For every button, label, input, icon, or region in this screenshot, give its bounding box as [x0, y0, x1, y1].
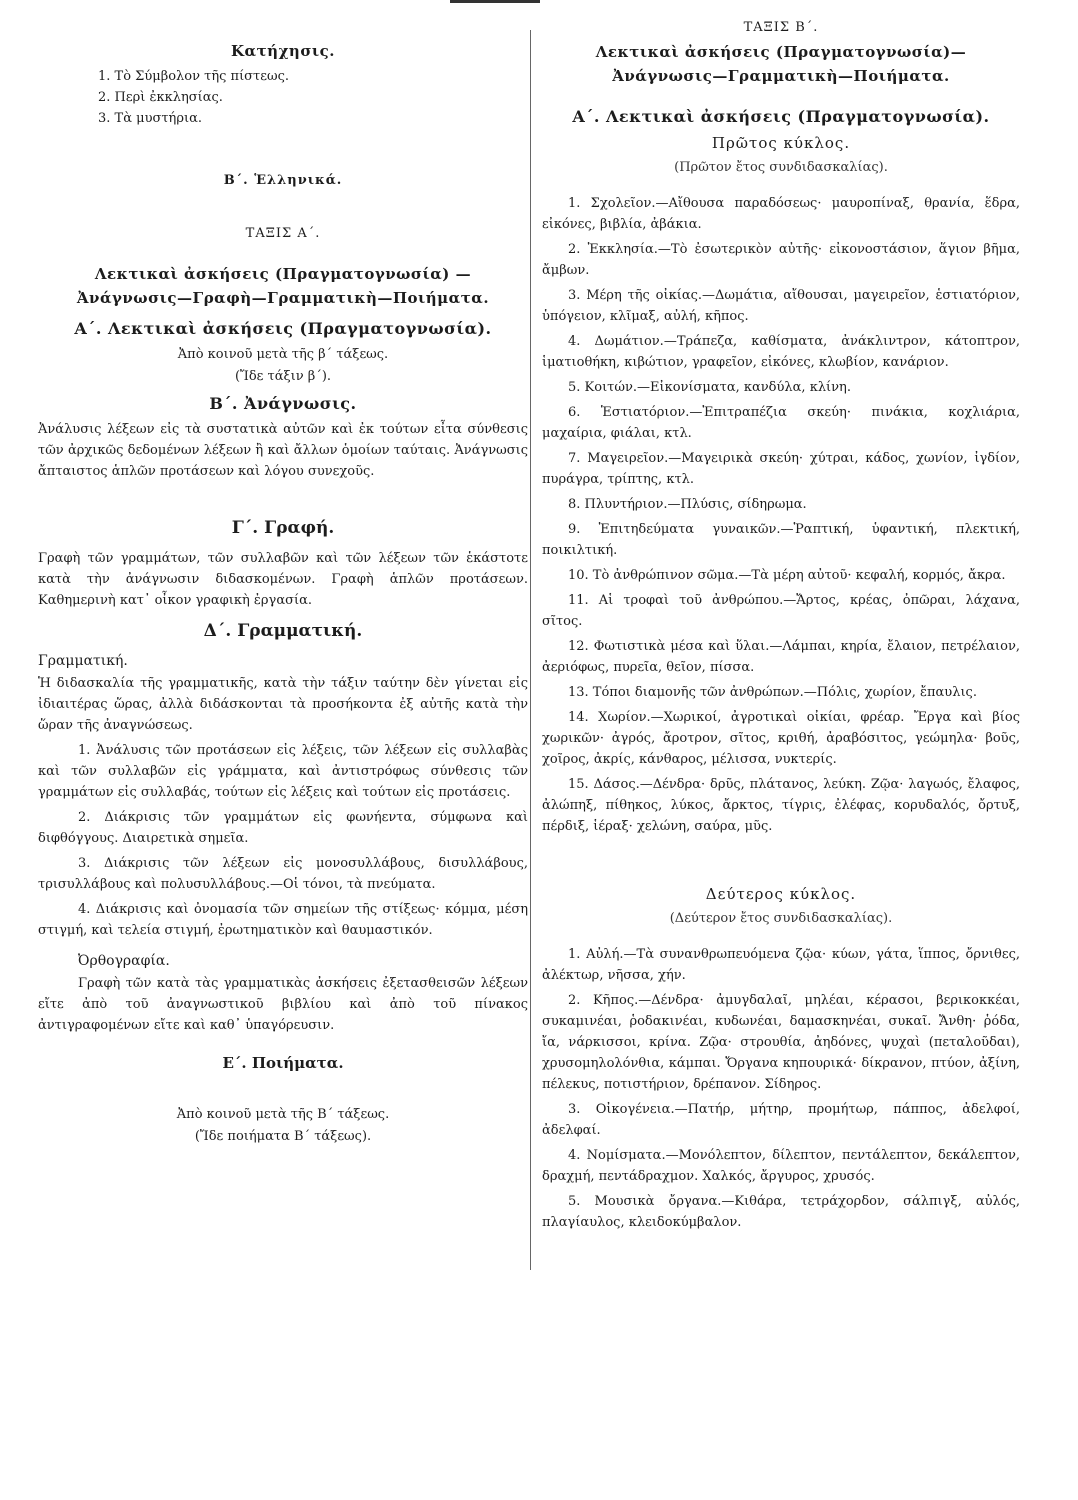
first-cycle-subheading: (Πρῶτον ἔτος συνδιδασκαλίας).: [674, 160, 888, 175]
first-cycle-item-15: 15. Δάσος.—Δένδρα· δρῦς, πλάτανος, λεύκη. Ζῷα· λαγωός, ἔλαφος, ἀλώπηξ, πίθηκος, λύκος, ἄρκτος, τίγρις, ἐλέφας, κορυδαλός, ὄρτυξ, πέρδιξ, ἱέραξ· χελώνη, σαύρα, μῦς.: [542, 777, 1020, 834]
second-cycle-item-2: 2. Κῆπος.—Δένδρα· ἀμυγδαλαῖ, μηλέαι, κέρασοι, βερικοκκέαι, συκαμινέαι, ῥοδακινέαι, κυδωνέαι, δαμασκηνέαι, συκαῖ. Ἄνθη· ῥόδα, ἴα, νάρκισσοι, κρίνα. Ζῷα· στρουθία, ἀηδόνες, ψυχαὶ (πεταλοῦδαι), χρυσομηλολόνθια, κάμπαι. Ὄργανα κηπουρικά· δίκρανον, πτύον, ἀξίνη, πέλεκυς, ποτιστήριον, δρέπανον. Σίδηρος.: [542, 993, 1020, 1092]
class-b-heading: ΤΑΞΙΣ Β΄.: [743, 20, 819, 35]
first-cycle-item-9: 9. Ἐπιτηδεύματα γυναικῶν.—Ῥαπτική, ὑφαντική, πλεκτική, ποικιλτική.: [542, 522, 1020, 558]
grammar-item-4: 4. Διάκρισις καὶ ὀνομασία τῶν σημείων τῆς στίξεως· κόμμα, μέση στιγμή, καὶ τελεία στιγμή, ἐρωτηματικὸν καὶ θαυμαστικόν.: [38, 902, 528, 938]
first-cycle-item-2: 2. Ἐκκλησία.—Τὸ ἐσωτερικὸν αὐτῆς· εἰκονοστάσιον, ἅγιον βῆμα, ἄμβων.: [542, 242, 1020, 278]
greek-heading: Β΄. Ἑλληνικά.: [223, 173, 343, 188]
top-rule: [450, 0, 540, 3]
poems-note-1: Ἀπὸ κοινοῦ μετὰ τῆς Β΄ τάξεως.: [176, 1107, 390, 1122]
writing-text: Γραφὴ τῶν γραμμάτων, τῶν συλλαβῶν καὶ τῶν λέξεων τῶν ἑκάστοτε κατὰ τὴν ἀνάγνωσιν διδασκομένων. Γραφὴ ἁπλῶν προτάσεων. Καθημερινὴ κατ᾽ οἶκον γραφικὴ ἐργασία.: [38, 551, 528, 608]
right-column: [542, 18, 1020, 1237]
class-a-overview-1: Λεκτικαὶ ἀσκήσεις (Πραγματογνωσία) —: [94, 265, 472, 283]
orthography-subheading: Ὀρθογραφία.: [78, 953, 170, 969]
grammar-subheading: Γραμματική.: [38, 653, 128, 669]
first-cycle-item-11: 11. Αἱ τροφαὶ τοῦ ἀνθρώπου.—Ἄρτος, κρέας, ὀπῶραι, λάχανα, σῖτος.: [542, 593, 1020, 629]
first-cycle-item-12: 12. Φωτιστικὰ μέσα καὶ ὕλαι.—Λάμπαι, κηρία, ἔλαιον, πετρέλαιον, ἀεριόφως, πυρεῖα, θεῖον, πίσσα.: [542, 639, 1020, 675]
first-cycle-item-1: 1. Σχολεῖον.—Αἴθουσα παραδόσεως· μαυροπίναξ, θρανία, ἕδρα, εἰκόνες, βιβλία, ἀβάκια.: [542, 196, 1020, 232]
first-cycle-item-4: 4. Δωμάτιον.—Τράπεζα, καθίσματα, ἀνάκλιντρον, κάτοπτρον, ἱματιοθήκη, κιβώτιον, γραφεῖον, εἰκόνες, κλωβίον, κανάριον.: [542, 334, 1020, 370]
catechism-heading: Κατήχησις.: [230, 42, 336, 60]
class-b-overview-1: Λεκτικαὶ ἀσκήσεις (Πραγματογνωσία)—: [595, 43, 967, 61]
orthography-text: Γραφὴ τῶν κατὰ τὰς γραμματικὰς ἀσκήσεις ἐξετασθεισῶν λέξεων εἴτε ἀπὸ τοῦ ἀναγνωστικοῦ βιβλίου καὶ ἀπὸ τοῦ πίνακος ἀντιγραφομένων εἴτε καὶ καθ᾽ ὑπαγόρευσιν.: [38, 976, 528, 1033]
catechism-item-2: 2. Περὶ ἐκκλησίας.: [98, 90, 223, 105]
grammar-item-1: 1. Ἀνάλυσις τῶν προτάσεων εἰς λέξεις, τῶν λέξεων εἰς συλλαβὰς καὶ τῶν συλλαβῶν εἰς γράμματα, καὶ ἀντιστρόφως σύνθεσις τῶν γραμμάτων εἰς συλλαβάς, τούτων εἰς λέξεις καὶ τούτων εἰς προτάσεις.: [38, 743, 528, 800]
second-cycle-item-1: 1. Αὐλή.—Τὰ συνανθρωπευόμενα ζῷα· κύων, γάτα, ἵππος, ὄρνιθες, ἀλέκτωρ, νῆσσα, χήν.: [542, 947, 1020, 983]
first-cycle-item-5: 5. Κοιτών.—Εἰκονίσματα, κανδύλα, κλίνη.: [568, 380, 851, 395]
second-cycle-subheading: (Δεύτερον ἔτος συνδιδασκαλίας).: [669, 911, 893, 926]
first-cycle-heading: Πρῶτος κύκλος.: [711, 134, 851, 152]
lexical-note-1: Ἀπὸ κοινοῦ μετὰ τῆς β΄ τάξεως.: [177, 347, 389, 362]
writing-heading: Γ΄. Γραφή.: [231, 518, 335, 538]
second-cycle-heading: Δεύτερος κύκλος.: [705, 885, 857, 903]
catechism-item-3: 3. Τὰ μυστήρια.: [98, 111, 202, 126]
lexical-exercises-heading: Α΄. Λεκτικαὶ ἀσκήσεις (Πραγματογνωσία).: [74, 319, 492, 338]
column-divider: [530, 30, 531, 1270]
reading-heading: Β΄. Ἀνάγνωσις.: [209, 394, 357, 413]
class-a-overview-2: Ἀνάγνωσις—Γραφὴ—Γραμματικὴ—Ποιήματα.: [76, 289, 490, 307]
first-cycle-item-7: 7. Μαγειρεῖον.—Μαγειρικὰ σκεύη· χύτραι, κάδος, χωνίον, ἰγδίον, πυράγρα, τρίπτης, κτλ.: [542, 451, 1020, 487]
reading-text: Ἀνάλυσις λέξεων εἰς τὰ συστατικὰ αὐτῶν καὶ ἐκ τούτων εἶτα σύνθεσις τῶν ἀρχικῶς δεδομένων λέξεων ἢ καὶ ἄλλων ὁμοίων ταύταις. Ἀνάγνωσις ἄπταιστος ἁπλῶν προτάσεων καὶ λόγου συνεχοῦς.: [38, 422, 528, 479]
grammar-intro: Ἡ διδασκαλία τῆς γραμματικῆς, κατὰ τὴν τάξιν ταύτην δὲν γίνεται εἰς ἰδιαιτέρας ὥρας, ἀλλὰ διδάσκονται τὰ προσήκοντα ἐξ αὐτῆς κατὰ τὴν ὥραν τῆς ἀναγνώσεως.: [38, 676, 528, 733]
poems-note-2: (Ἴδε ποιήματα Β΄ τάξεως).: [194, 1129, 372, 1144]
first-cycle-item-10: 10. Τὸ ἀνθρώπινον σῶμα.—Τὰ μέρη αὐτοῦ· κεφαλή, κορμός, ἄκρα.: [568, 568, 1006, 583]
lexical-note-2: (Ἴδε τάξιν β΄).: [234, 369, 332, 384]
second-cycle-item-4: 4. Νομίσματα.—Μονόλεπτον, δίλεπτον, πεντάλεπτον, δεκάλεπτον, δραχμή, πεντάδραχμον. Χαλκός, ἄργυρος, χρυσός.: [542, 1148, 1020, 1184]
first-cycle-item-6: 6. Ἑστιατόριον.—Ἐπιτραπέζια σκεύη· πινάκια, κοχλιάρια, μαχαίρια, φιάλαι, κτλ.: [542, 405, 1020, 441]
first-cycle-item-14: 14. Χωρίον.—Χωρικοί, ἀγροτικαὶ οἰκίαι, φρέαρ. Ἔργα καὶ βίος χωρικῶν· ἀγρός, ἄροτρον, σῖτος, κριθή, ἀραβόσιτος, γεώμηλα· βοῦς, χοῖρος, ἀκρίς, κάνθαρος, μέλισσα, νυκτερίς.: [542, 710, 1020, 767]
second-cycle-item-3: 3. Οἰκογένεια.—Πατήρ, μήτηρ, προμήτωρ, πάππος, ἀδελφοί, ἀδελφαί.: [542, 1102, 1020, 1138]
grammar-heading: Δ΄. Γραμματική.: [203, 621, 363, 641]
first-cycle-item-13: 13. Τόποι διαμονῆς τῶν ἀνθρώπων.—Πόλις, χωρίον, ἔπαυλις.: [568, 685, 977, 700]
grammar-item-2: 2. Διάκρισις τῶν γραμμάτων εἰς φωνήεντα, σύμφωνα καὶ διφθόγγους. Διαιρετικὰ σημεῖα.: [38, 810, 528, 846]
first-cycle-item-3: 3. Μέρη τῆς οἰκίας.—Δωμάτια, αἴθουσαι, μαγειρεῖον, ἑστιατόριον, ὑπόγειον, κλῖμαξ, αὐλή, κῆπος.: [542, 288, 1020, 324]
class-a-heading: ΤΑΞΙΣ Α΄.: [245, 226, 321, 241]
second-cycle-item-5: 5. Μουσικὰ ὄργανα.—Κιθάρα, τετράχορδον, σάλπιγξ, αὐλός, πλαγίαυλος, κλειδοκύμβαλον.: [542, 1194, 1020, 1230]
right-lexical-heading: Α΄. Λεκτικαὶ ἀσκήσεις (Πραγματογνωσία).: [572, 107, 990, 126]
poems-heading: Ε΄. Ποιήματα.: [222, 1054, 344, 1072]
catechism-item-1: 1. Τὸ Σύμβολον τῆς πίστεως.: [98, 69, 290, 84]
left-column: [38, 18, 528, 1148]
class-b-overview-2: Ἀνάγνωσις—Γραμματικὴ—Ποιήματα.: [612, 67, 950, 85]
first-cycle-item-8: 8. Πλυντήριον.—Πλύσις, σίδηρωμα.: [568, 497, 807, 512]
grammar-item-3: 3. Διάκρισις τῶν λέξεων εἰς μονοσυλλάβους, δισυλλάβους, τρισυλλάβους καὶ πολυσυλλάβους.—Οἱ τόνοι, τὰ πνεύματα.: [38, 856, 528, 892]
